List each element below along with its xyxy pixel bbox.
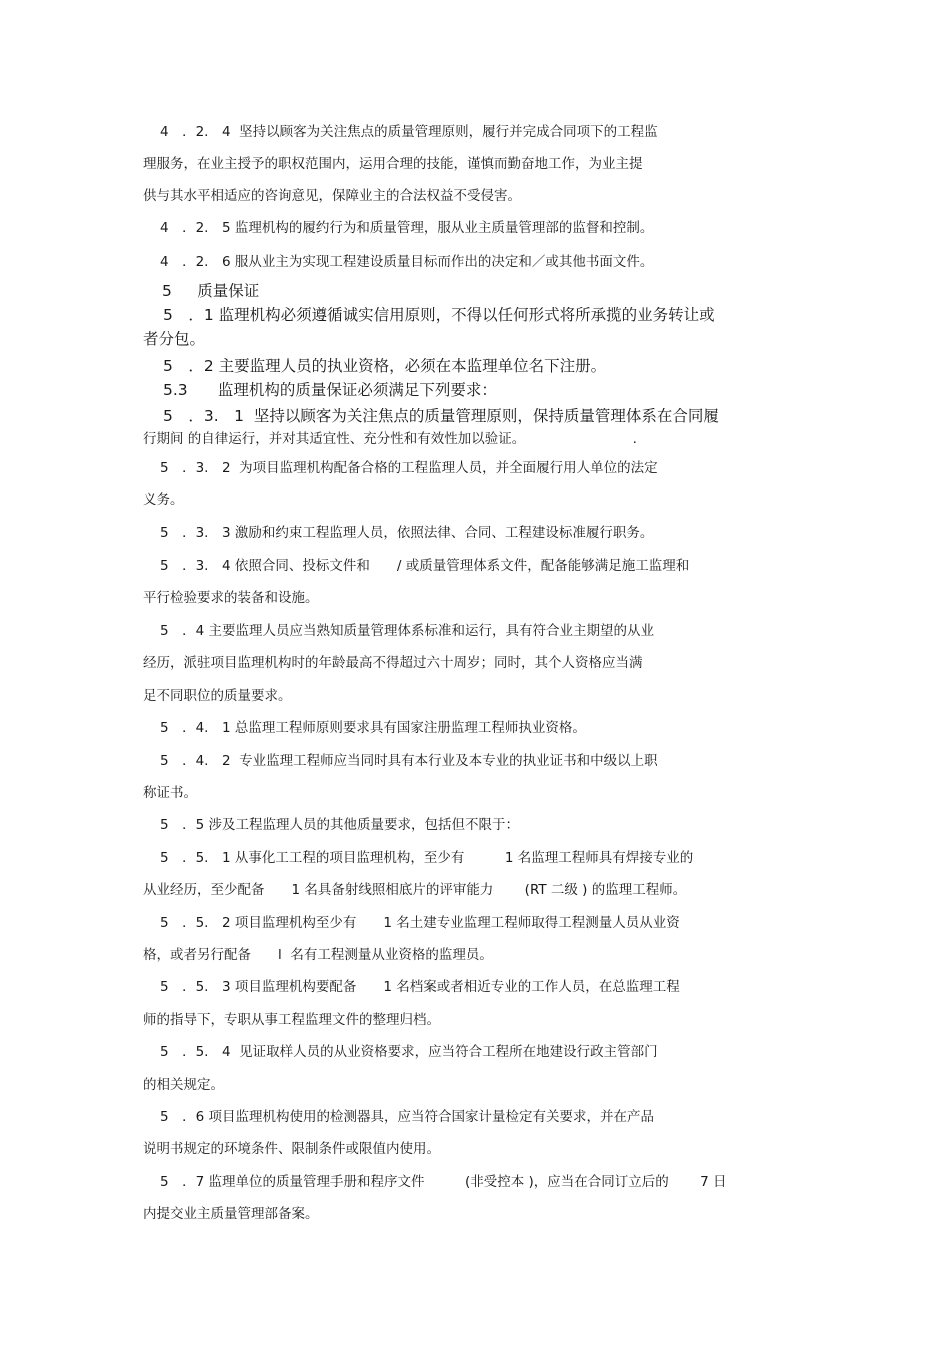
text-line: 5 ．5. 3 项目监理机构要配备 1 名档案或者相近专业的工作人员，在总监理工程 bbox=[160, 979, 680, 995]
text-line: 5 ．5. 2 项目监理机构至少有 1 名土建专业监理工程师取得工程测量人员从业资 bbox=[160, 915, 680, 931]
text-line: 5 ．1 监理机构必须遵循诚实信用原则，不得以任何形式将所承揽的业务转让或 bbox=[163, 306, 715, 324]
text-line: 称证书。 bbox=[143, 785, 197, 801]
text-line: 平行检验要求的装备和设施。 bbox=[143, 590, 319, 606]
text-line: 5 ．3. 1 坚持以顾客为关注焦点的质量管理原则，保持质量管理体系在合同履 bbox=[163, 407, 719, 425]
text-line: 5 ．3. 4 依照合同、投标文件和 / 或质量管理体系文件，配备能够满足施工监理和 bbox=[160, 558, 690, 574]
text-line: 从业经历，至少配备 1 名具备射线照相底片的评审能力 (RT 二级 ) 的监理工程师。 bbox=[143, 882, 687, 898]
text-line: 5 ．3. 2 为项目监理机构配备合格的工程监理人员，并全面履行用人单位的法定 bbox=[160, 460, 658, 476]
text-line: 供与其水平相适应的咨询意见，保障业主的合法权益不受侵害。 bbox=[143, 188, 521, 204]
text-line: 5 ．5. 1 从事化工工程的项目监理机构，至少有 1 名监理工程师具有焊接专业的 bbox=[160, 850, 694, 866]
text-line: 经历，派驻项目监理机构时的年龄最高不得超过六十周岁；同时，其个人资格应当满 bbox=[143, 655, 643, 671]
subsection-heading: 5.3 监理机构的质量保证必须满足下列要求： bbox=[163, 381, 497, 399]
text-line: 格，或者另行配备 l 名有工程测量从业资格的监理员。 bbox=[143, 947, 493, 963]
text-line: 足不同职位的质量要求。 bbox=[143, 688, 292, 704]
text-line: 的相关规定。 bbox=[143, 1077, 224, 1093]
text-line: 5 ．6 项目监理机构使用的检测器具，应当符合国家计量检定有关要求，并在产品 bbox=[160, 1109, 654, 1125]
text-line: 说明书规定的环境条件、限制条件或限值内使用。 bbox=[143, 1141, 440, 1157]
section-heading: 5 质量保证 bbox=[162, 282, 260, 300]
text-line: 5 ．4 主要监理人员应当熟知质量管理体系标准和运行，具有符合业主期望的从业 bbox=[160, 623, 654, 639]
text-line: 5 ．5 涉及工程监理人员的其他质量要求，包括但不限于： bbox=[160, 817, 519, 833]
text-line: 5 ．2 主要监理人员的执业资格，必须在本监理单位名下注册。 bbox=[163, 357, 607, 375]
text-line: 5 ．3. 3 激励和约束工程监理人员，依照法律、合同、工程建设标准履行职务。 bbox=[160, 525, 654, 541]
text-line: 4 ．2. 5 监理机构的履约行为和质量管理，服从业主质量管理部的监督和控制。 bbox=[160, 220, 654, 236]
text-line: 4 ．2. 6 服从业主为实现工程建设质量目标而作出的决定和／或其他书面文件。 bbox=[160, 254, 654, 270]
text-line: 者分包。 bbox=[143, 330, 206, 348]
text-line: 内提交业主质量管理部备案。 bbox=[143, 1206, 319, 1222]
text-line: 师的指导下，专职从事工程监理文件的整理归档。 bbox=[143, 1012, 440, 1028]
text-line: 5 ．7 监理单位的质量管理手册和程序文件 (非受控本 )，应当在合同订立后的 7 日 bbox=[160, 1174, 727, 1190]
text-line: 5 ．5. 4 见证取样人员的从业资格要求，应当符合工程所在地建设行政主管部门 bbox=[160, 1044, 658, 1060]
text-line: 4 ．2. 4 坚持以顾客为关注焦点的质量管理原则，履行并完成合同项下的工程监 bbox=[160, 124, 658, 140]
text-line: 5 ．4. 1 总监理工程师原则要求具有国家注册监理工程师执业资格。 bbox=[160, 720, 586, 736]
text-line: 义务。 bbox=[143, 492, 184, 508]
text-line: 理服务，在业主授予的职权范围内，运用合理的技能，谨慎而勤奋地工作，为业主提 bbox=[143, 156, 643, 172]
text-line: 行期间 的自律运行，并对其适宜性、充分性和有效性加以验证。 . bbox=[143, 431, 637, 447]
text-line: 5 ．4. 2 专业监理工程师应当同时具有本行业及本专业的执业证书和中级以上职 bbox=[160, 753, 658, 769]
